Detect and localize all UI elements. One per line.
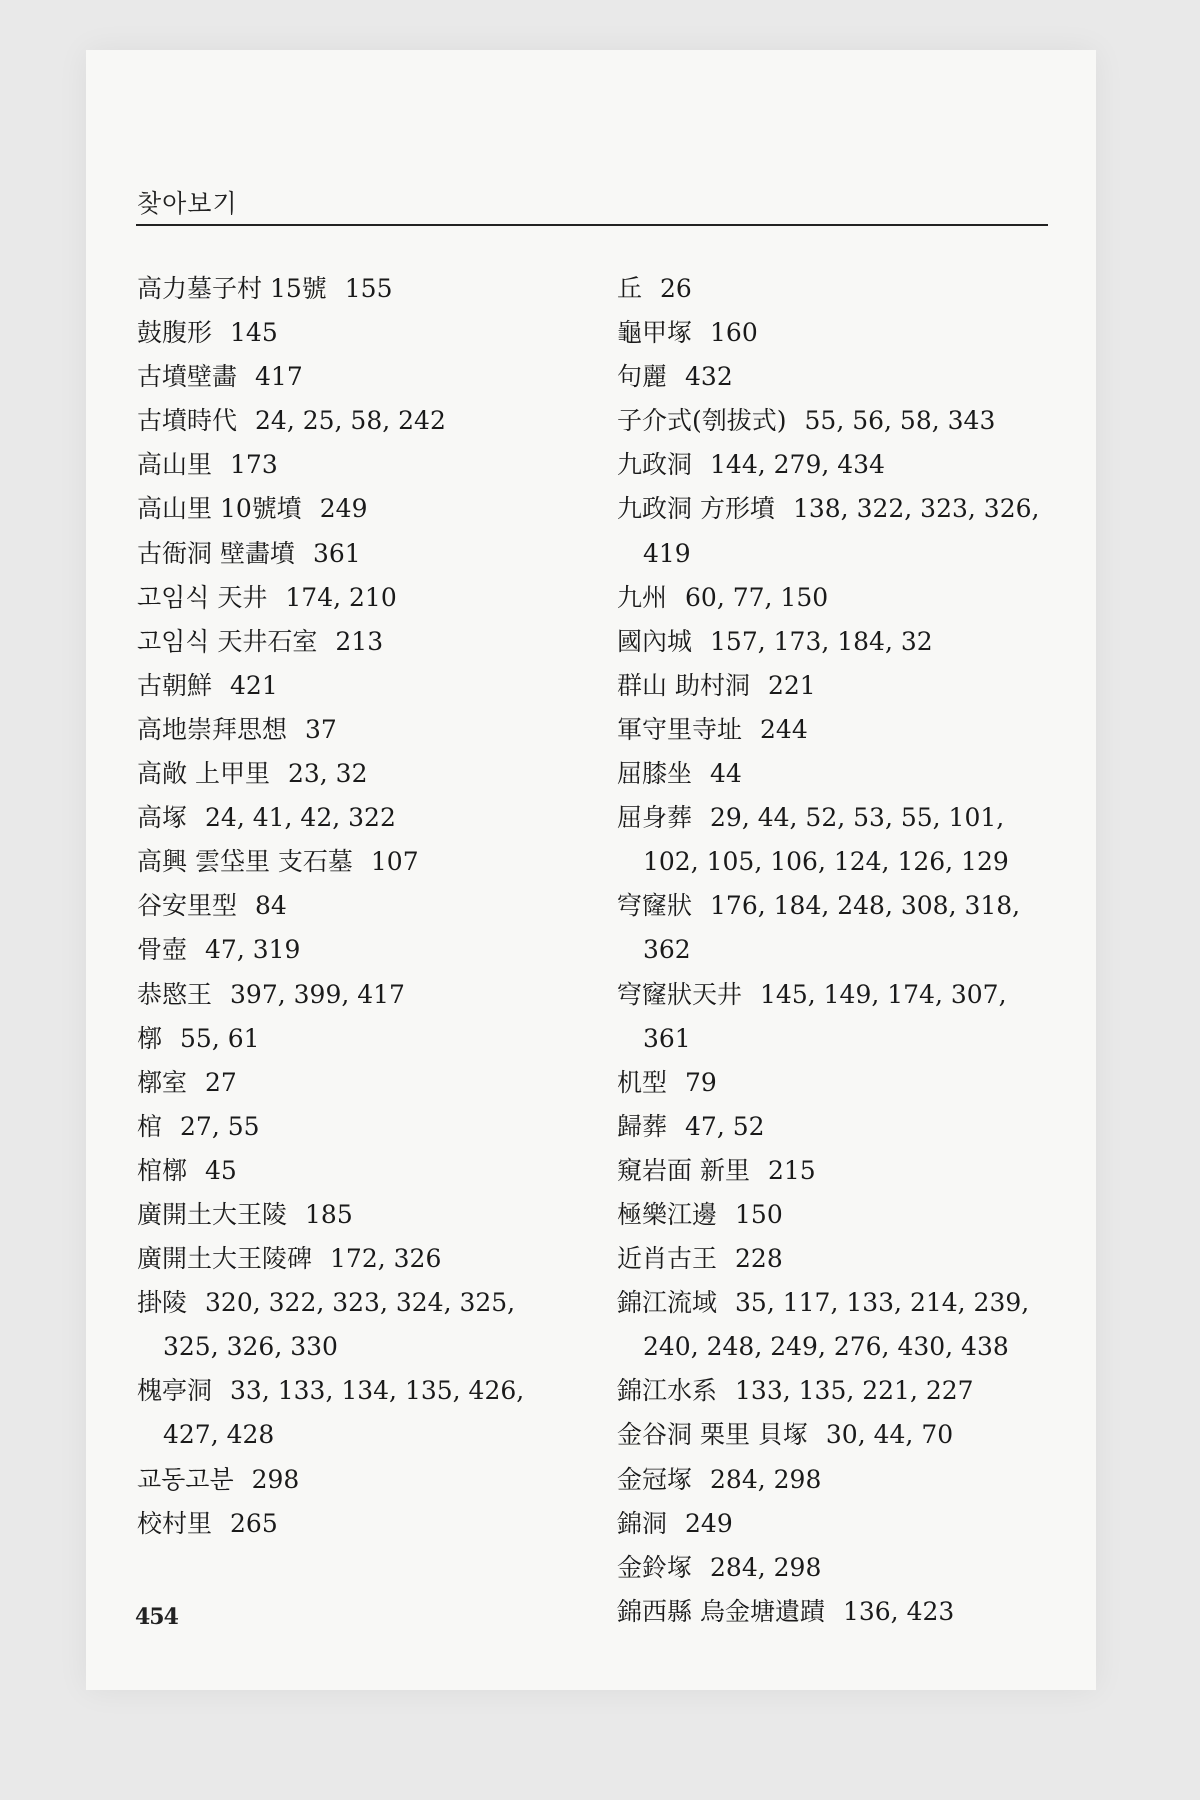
index-page-refs: 174, 210 [285,582,397,612]
index-term: 槨室 [137,1067,188,1097]
index-page-refs: 185 [305,1199,353,1229]
index-term: 九政洞 [617,450,693,480]
index-entry [137,1502,577,1546]
index-entry [137,311,577,355]
index-entry [617,708,1057,752]
index-term: 窺岩面 新里 [617,1155,750,1185]
index-entry [617,1281,1057,1369]
index-entry [617,399,1057,443]
index-term: 廣開土大王陵碑 [137,1244,313,1274]
index-page-refs: 35, 117, 133, 214, 239, 240, 248, 249, 276, 430, 438 [643,1288,1030,1362]
index-page-refs: 55, 56, 58, 343 [804,406,996,436]
index-entry [137,664,577,708]
index-entry [137,399,577,443]
index-term: 古墳時代 [137,406,238,436]
index-page-refs: 172, 326 [330,1244,442,1274]
index-term: 錦洞 [617,1508,668,1538]
index-term: 屈膝坐 [617,759,693,789]
index-term: 机型 [617,1067,668,1097]
index-entry [617,311,1057,355]
index-page-refs: 215 [767,1155,816,1185]
index-term: 棺 [137,1111,163,1141]
index-term: 高塚 [137,803,188,833]
index-term: 棺槨 [137,1155,188,1185]
index-term: 群山 助村洞 [617,670,750,700]
index-page-refs: 29, 44, 52, 53, 55, 101, 102, 105, 106, 124, 126, 129 [643,803,1009,877]
index-page-refs: 160 [710,318,758,348]
index-page-refs: 37 [305,714,337,744]
index-term: 槐亭洞 [137,1376,213,1406]
index-entry [617,620,1057,664]
index-page-refs: 397, 399, 417 [230,979,405,1009]
index-page-refs: 417 [255,362,303,392]
index-term: 鼓腹形 [137,318,213,348]
index-column-right [617,267,1057,1634]
index-term: 고임식 天井石室 [137,626,318,656]
index-page-refs: 361 [312,538,361,568]
index-term: 丘 [617,274,643,303]
index-term: 古朝鮮 [137,670,213,700]
index-term: 子介式(刳拔式) [617,406,787,436]
index-term: 高敞 上甲里 [137,759,270,789]
index-page-refs: 26 [660,274,692,303]
index-entry [617,752,1057,796]
index-page-refs: 27 [205,1067,237,1097]
index-entry [137,752,577,796]
section-title: 찾아보기 [137,189,238,218]
index-term: 槨 [137,1023,163,1053]
index-page-refs: 150 [735,1199,783,1229]
page-number: 454 [135,1604,178,1630]
index-term: 高山里 10號墳 [137,494,302,524]
index-entry [137,355,577,399]
index-page-refs: 213 [335,626,384,656]
index-page-refs: 47, 319 [205,935,301,965]
index-page-refs: 228 [735,1244,783,1274]
index-page-refs: 155 [344,274,393,303]
index-term: 骨壺 [137,935,188,965]
index-page-refs: 244 [760,714,808,744]
index-entry [137,532,577,576]
index-page-refs: 45 [205,1155,237,1185]
index-entry [617,1458,1057,1502]
index-term: 校村里 [137,1508,213,1538]
index-term: 金冠塚 [617,1464,693,1494]
index-entry [617,576,1057,620]
index-entry [137,1105,577,1149]
index-entry [617,1413,1057,1457]
index-entry [137,1369,577,1457]
index-term: 谷安里型 [137,891,238,921]
index-page-refs: 432 [685,362,733,392]
index-entry [137,884,577,928]
index-term: 龜甲塚 [617,318,693,348]
index-entry [137,973,577,1017]
index-page-refs: 27, 55 [180,1111,260,1141]
index-entry [617,487,1057,575]
index-term: 極樂江邊 [617,1199,718,1229]
header-divider [136,224,1048,226]
index-page-refs: 145, 149, 174, 307, 361 [643,979,1007,1053]
index-entry [137,796,577,840]
index-entry [617,1193,1057,1237]
index-term: 軍守里寺址 [617,714,743,744]
index-term: 錦西縣 烏金塘遺蹟 [617,1596,825,1626]
index-page-refs: 23, 32 [287,759,368,789]
index-page-refs: 84 [255,891,287,921]
index-entry [617,1369,1057,1413]
index-page-refs: 284, 298 [710,1464,822,1494]
index-entry [617,1237,1057,1281]
index-page-refs: 136, 423 [842,1596,955,1626]
index-page-refs: 24, 41, 42, 322 [205,803,396,833]
index-page-refs: 33, 133, 134, 135, 426, 427, 428 [163,1376,525,1450]
index-column-left [137,267,577,1546]
index-entry [137,1281,577,1369]
index-page-refs: 24, 25, 58, 242 [255,406,446,436]
index-entry [137,620,577,664]
index-page-refs: 30, 44, 70 [825,1420,954,1450]
index-page-refs: 145 [230,318,278,348]
index-page-refs: 265 [230,1508,278,1538]
index-term: 歸葬 [617,1111,668,1141]
index-entry [617,973,1057,1061]
index-entry [617,1105,1057,1149]
index-page-refs: 176, 184, 248, 308, 318, 362 [643,891,1021,965]
index-term: 恭愍王 [137,979,213,1009]
index-term: 고임식 天井 [137,582,268,612]
index-page-refs: 284, 298 [710,1552,822,1582]
index-entry [137,1193,577,1237]
index-entry [617,884,1057,972]
index-term: 金鈴塚 [617,1552,693,1582]
index-page-refs: 298 [251,1464,300,1494]
index-page-refs: 144, 279, 434 [710,450,885,480]
index-term: 廣開土大王陵 [137,1199,288,1229]
index-term: 九州 [617,582,668,612]
index-page-refs: 133, 135, 221, 227 [735,1376,974,1406]
index-term: 九政洞 方形墳 [617,494,775,524]
index-entry [137,840,577,884]
index-term: 高地崇拜思想 [137,714,288,744]
index-term: 高山里 [137,450,213,480]
index-term: 金谷洞 栗里 貝塚 [617,1420,808,1450]
index-entry [617,355,1057,399]
index-page-refs: 249 [319,494,368,524]
index-entry [617,1061,1057,1105]
index-entry [137,1237,577,1281]
index-term: 古衙洞 壁畵墳 [137,538,295,568]
index-page-refs: 249 [685,1508,733,1538]
index-entry [137,443,577,487]
index-entry [137,1149,577,1193]
index-term: 句麗 [617,362,668,392]
index-term: 古墳壁畵 [137,362,238,392]
index-term: 屈身葬 [617,803,693,833]
index-page-refs: 138, 322, 323, 326, 419 [643,494,1040,568]
index-page-refs: 79 [685,1067,717,1097]
index-page-refs: 320, 322, 323, 324, 325, 325, 326, 330 [163,1288,516,1362]
index-entry [137,1017,577,1061]
index-entry [137,487,577,531]
index-entry [137,928,577,972]
index-entry [617,443,1057,487]
index-term: 國內城 [617,626,693,656]
index-entry [617,1149,1057,1193]
index-page-refs: 173 [230,450,278,480]
index-page-refs: 55, 61 [180,1023,260,1053]
index-page-refs: 221 [767,670,816,700]
index-term: 高力墓子村 15號 [137,274,327,303]
index-term: 高興 雲垈里 支石墓 [137,847,353,877]
index-entry [617,1590,1057,1634]
index-page-refs: 60, 77, 150 [685,582,829,612]
index-term: 錦江水系 [617,1376,718,1406]
index-term: 掛陵 [137,1288,188,1318]
index-page-refs: 421 [230,670,278,700]
index-entry [137,1458,577,1502]
index-page-refs: 44 [710,759,742,789]
index-term: 穹窿狀天井 [617,979,743,1009]
index-entry [617,267,1057,311]
index-term: 錦江流域 [617,1288,718,1318]
index-term: 近肖古王 [617,1244,718,1274]
index-entry [617,664,1057,708]
index-page-refs: 107 [370,847,419,877]
index-page-refs: 157, 173, 184, 32 [710,626,933,656]
index-term: 穹窿狀 [617,891,693,921]
index-entry [137,708,577,752]
index-entry [617,1546,1057,1590]
index-entry [617,796,1057,884]
index-term: 교동고분 [137,1464,234,1494]
index-entry [617,1502,1057,1546]
index-entry [137,267,577,311]
index-entry [137,576,577,620]
index-page-refs: 47, 52 [685,1111,765,1141]
index-entry [137,1061,577,1105]
